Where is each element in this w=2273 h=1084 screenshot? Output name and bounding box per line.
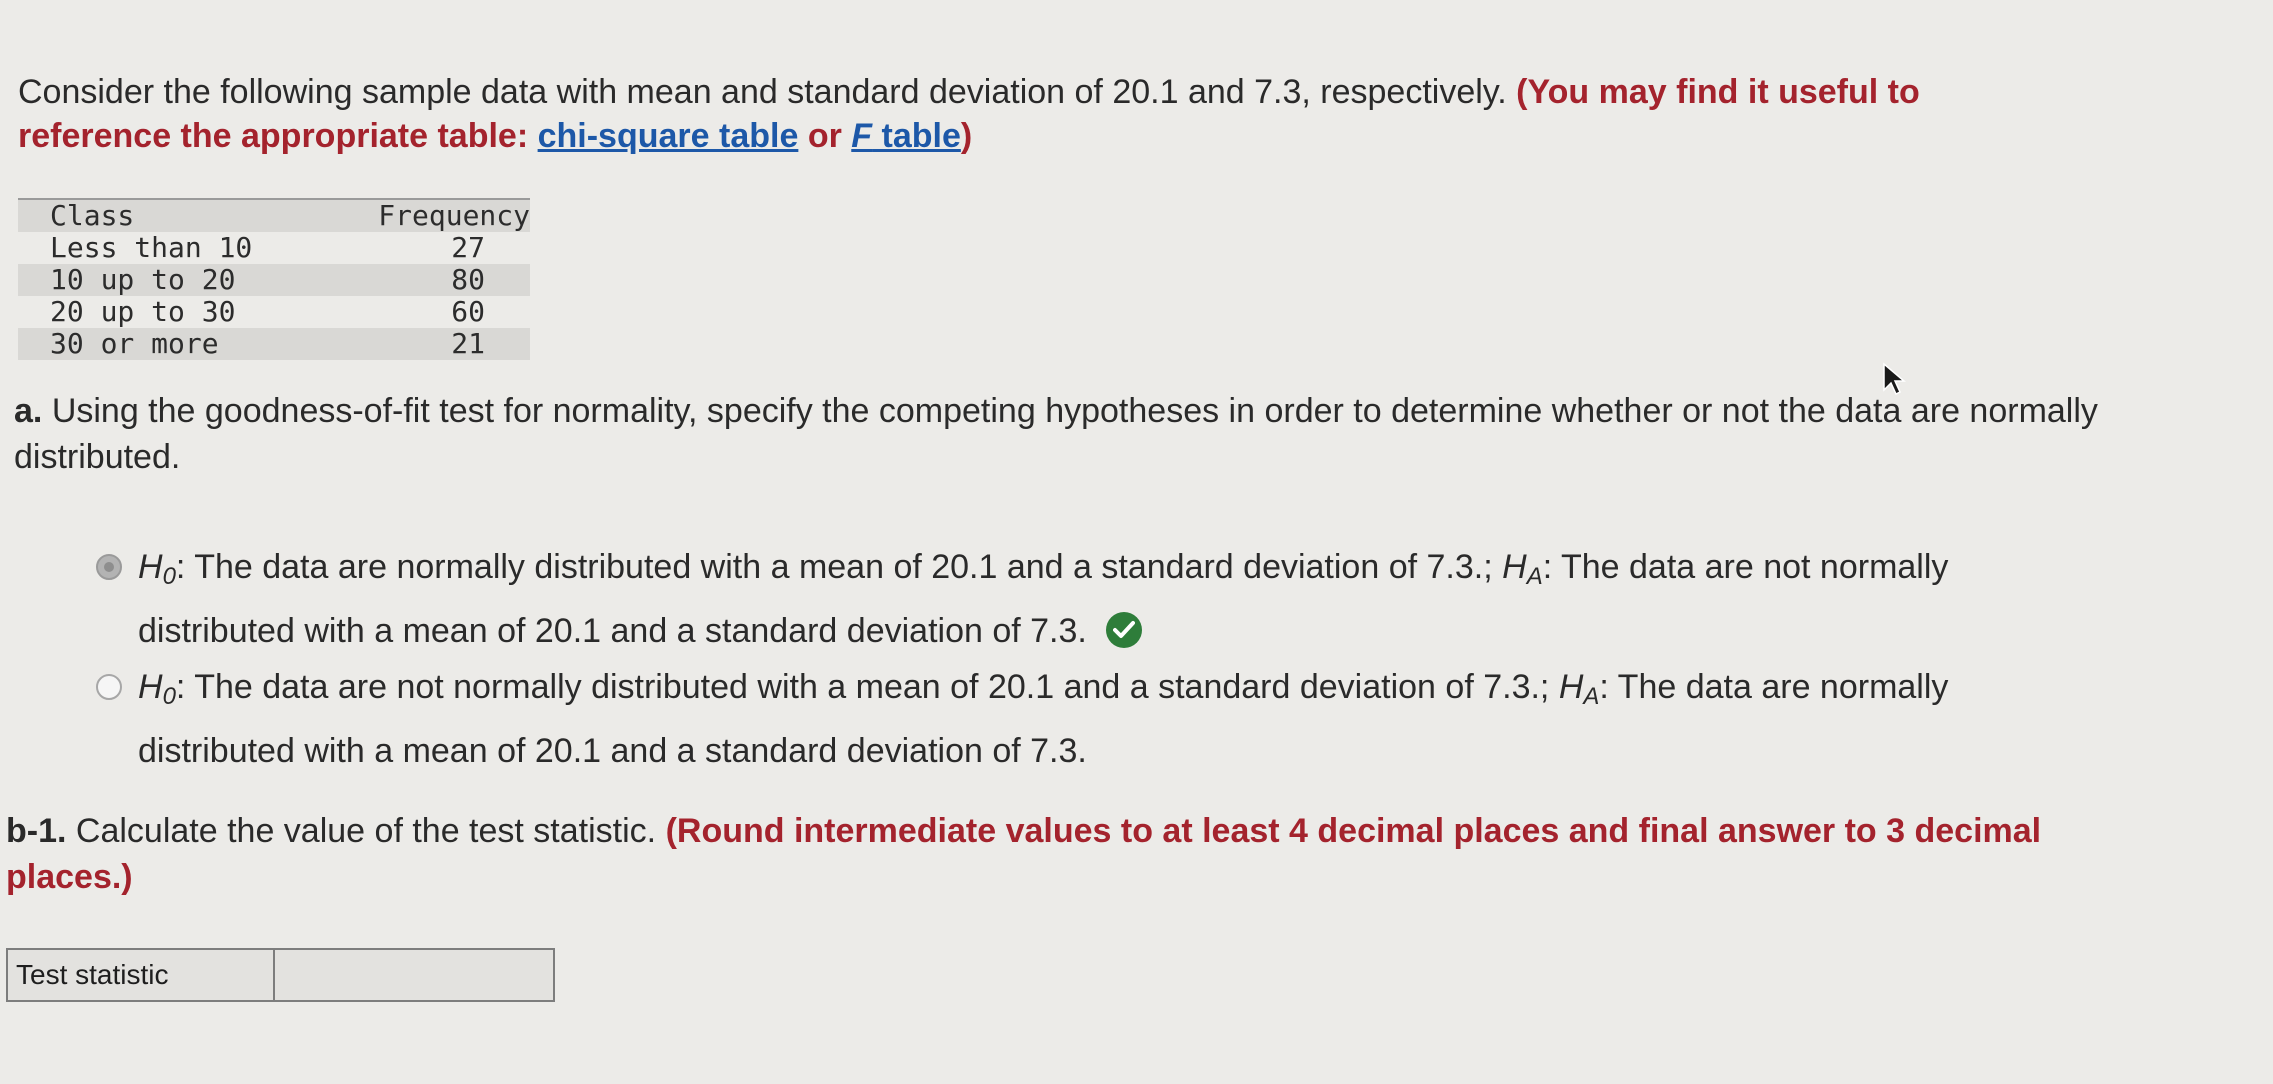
hint-suffix: ): [960, 117, 973, 155]
test-statistic-label: Test statistic: [7, 949, 274, 1001]
ha-symbol: H: [1558, 668, 1584, 706]
h0-text: : The data are normally distributed with a mean of 20.1 and a standard deviation of 7.3.;: [175, 548, 1493, 586]
test-statistic-cell: [274, 949, 554, 1001]
answer-table: [6, 948, 555, 1002]
frequency-cell: 21: [451, 327, 485, 360]
answer-row: [7, 949, 554, 1001]
frequency-cell: 27: [451, 231, 485, 264]
hint-or: or: [807, 117, 842, 155]
f-table-link[interactable]: [851, 117, 961, 155]
table-row: [18, 296, 530, 328]
frequency-cell: 80: [451, 263, 485, 296]
radio-button[interactable]: [96, 674, 122, 700]
chi-square-table-link[interactable]: chi-square table: [537, 117, 799, 155]
h0-text: : The data are not normally distributed with a mean of 20.1 and a standard deviation of 7.3.;: [175, 668, 1550, 706]
f-table-link-letter: F: [851, 117, 873, 155]
h0-subscript: 0: [162, 563, 176, 590]
class-cell: 20 up to 30: [50, 295, 236, 328]
f-table-link-text: table: [881, 117, 961, 155]
hypothesis-options: [92, 540, 2072, 780]
hint-prefix: (You may find it useful to reference the appropriate table:: [18, 73, 1920, 155]
question-b1-label: b-1.: [6, 812, 67, 850]
question-b1: [6, 808, 2106, 900]
table-header-row: [18, 199, 530, 232]
hypothesis-option-1[interactable]: [92, 540, 2072, 658]
frequency-table: [18, 198, 530, 360]
correct-check-icon: [1106, 612, 1142, 648]
ha-symbol: H: [1502, 548, 1527, 586]
intro-paragraph: [18, 70, 2018, 158]
question-b1-instruction: (Round intermediate values to at least 4 decimal places and final answer to 3 decimal places.): [6, 812, 2042, 896]
class-cell: Less than 10: [50, 231, 253, 264]
table-row: [18, 328, 530, 360]
question-a-label: a.: [14, 392, 43, 430]
h0-symbol: H: [138, 668, 163, 706]
h0-symbol: H: [138, 548, 163, 586]
hypothesis-option-2[interactable]: [92, 660, 2072, 778]
frequency-cell: 60: [451, 295, 485, 328]
table-row: [18, 264, 530, 296]
column-header-frequency: Frequency: [350, 199, 530, 232]
ha-subscript: A: [1526, 563, 1543, 590]
ha-text: : The data are normally distributed with a mean of 20.1 and a standard deviation of 7.3.: [138, 668, 1949, 770]
h0-subscript: 0: [162, 683, 176, 710]
question-a: [14, 388, 2114, 480]
column-header-class: Class: [18, 199, 350, 232]
question-b1-text: Calculate the value of the test statistic.: [75, 812, 657, 850]
test-statistic-input[interactable]: [275, 951, 553, 999]
ha-subscript: A: [1583, 683, 1600, 710]
mouse-pointer-icon: [1882, 362, 1906, 396]
question-a-text: Using the goodness-of-fit test for normality, specify the competing hypotheses in order to determine whether or not the data are normally distributed.: [14, 392, 2098, 476]
intro-text: Consider the following sample data with mean and standard deviation of 20.1 and 7.3, respectively.: [18, 73, 1507, 111]
table-row: [18, 232, 530, 264]
class-cell: 10 up to 20: [50, 263, 236, 296]
ha-text: : The data are not normally distributed with a mean of 20.1 and a standard deviation of 7.3.: [138, 548, 1949, 650]
class-cell: 30 or more: [50, 327, 219, 360]
radio-button-selected[interactable]: [96, 554, 122, 580]
